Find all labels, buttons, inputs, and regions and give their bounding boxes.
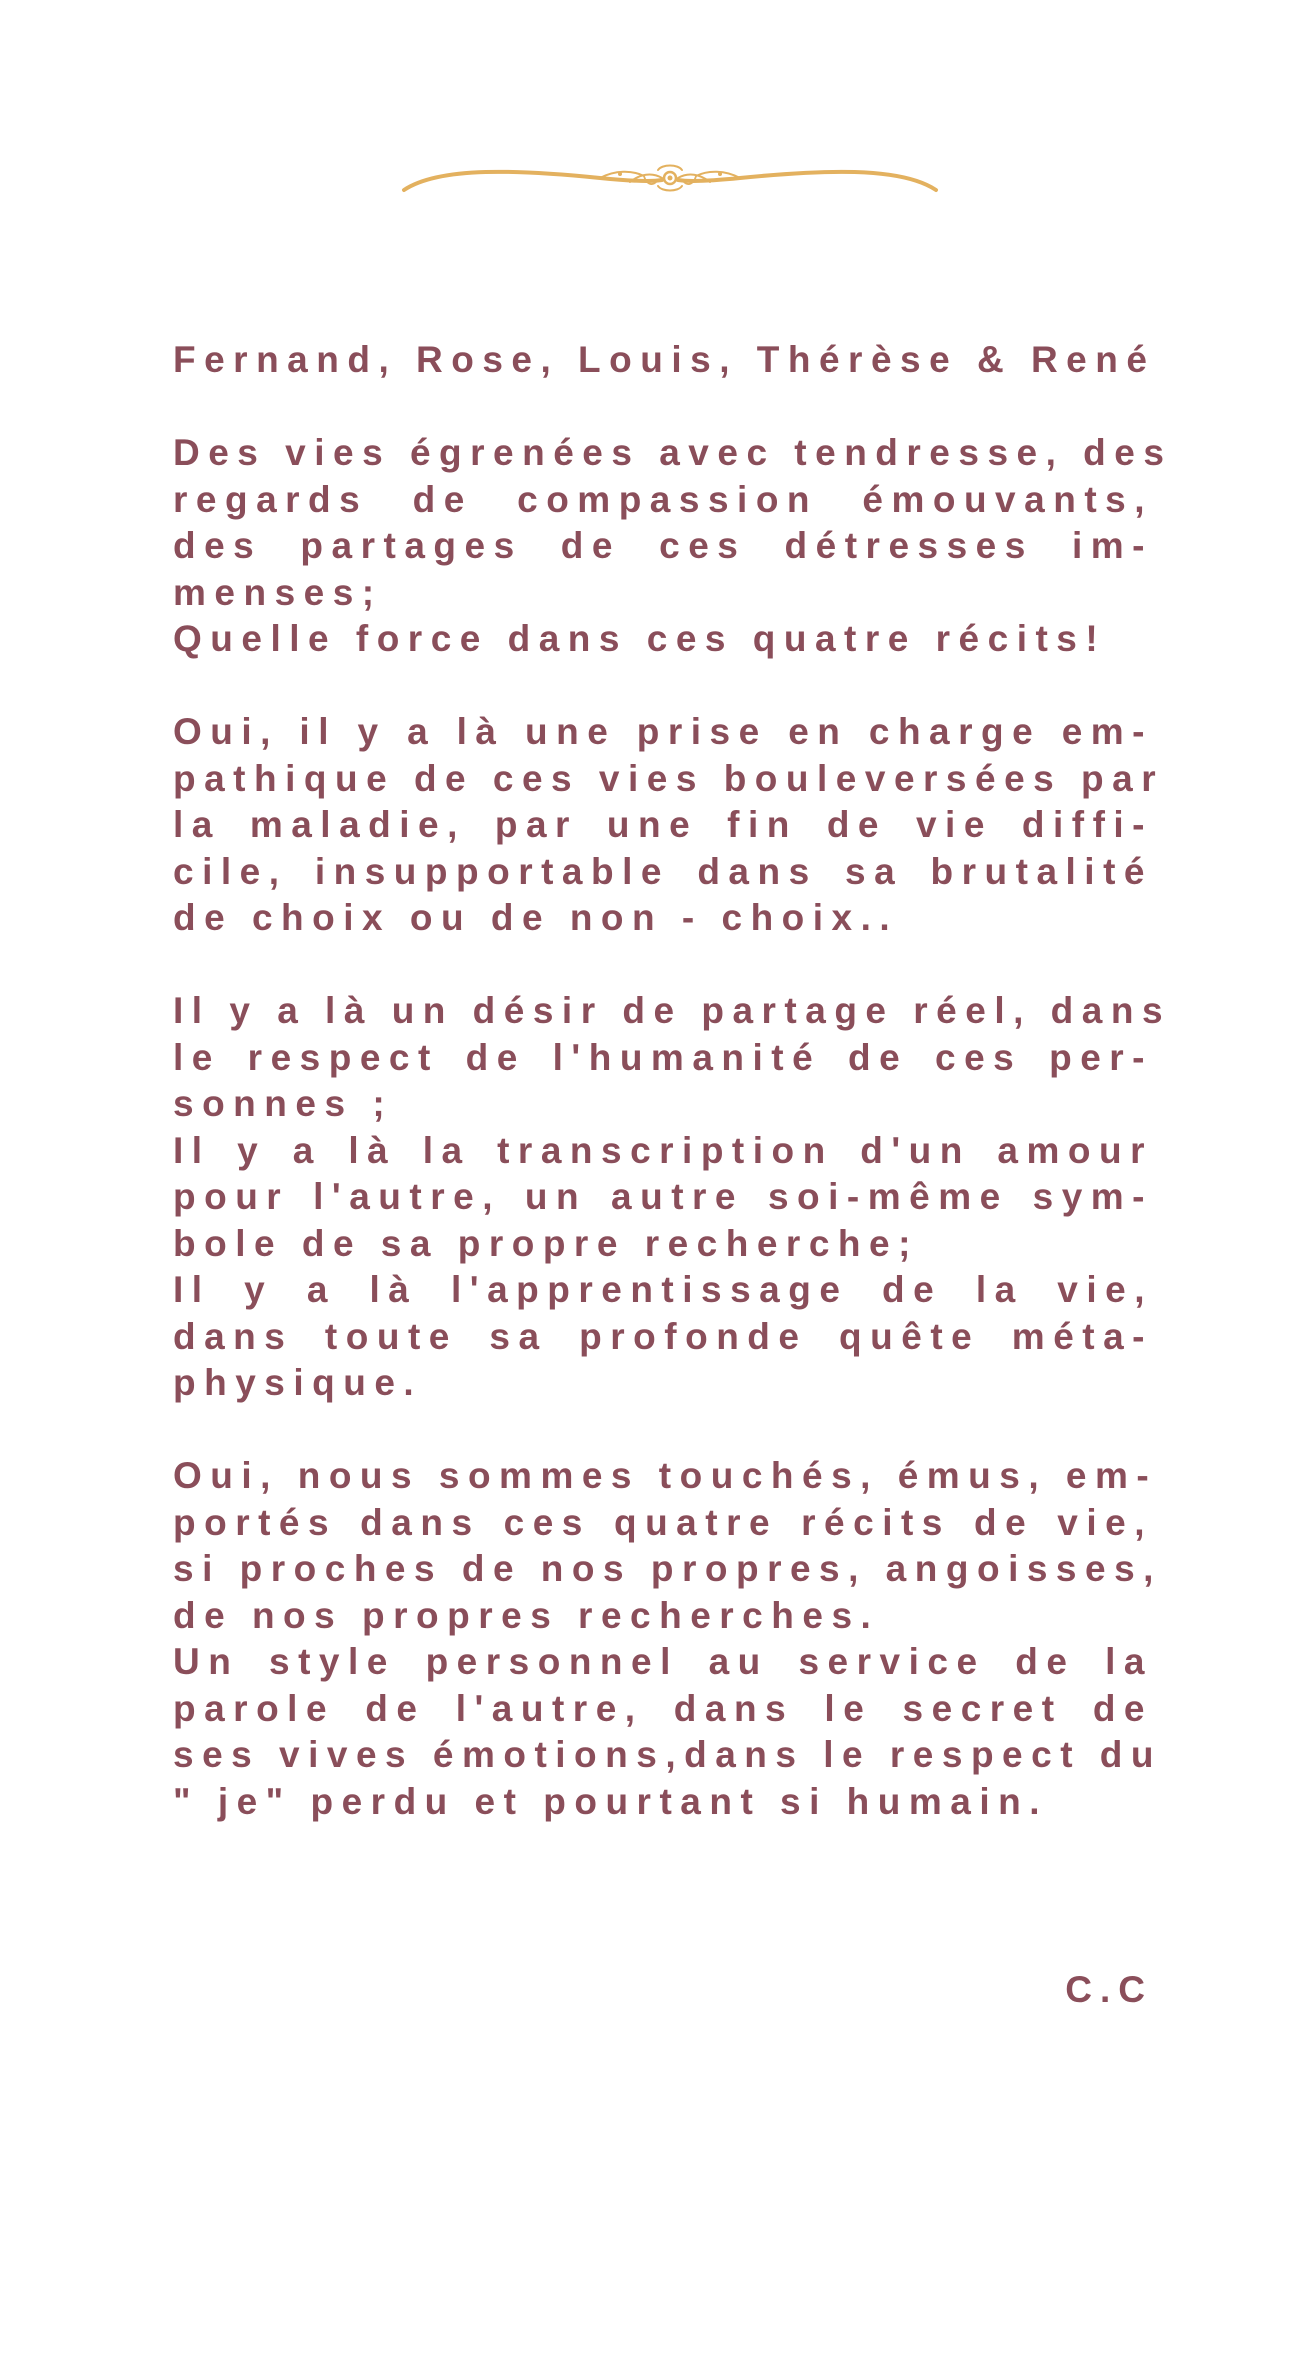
- paragraph-line: Des vies égrenées avec tendresse, des: [173, 432, 1173, 473]
- paragraph-line: dans toute sa profonde quête méta-: [173, 1315, 1153, 1357]
- paragraph-line: Il y a là un désir de partage réel, dans: [173, 990, 1172, 1031]
- text-block: [173, 337, 1173, 1872]
- paragraph-line: portés dans ces quatre récits de vie,: [173, 1501, 1153, 1543]
- paragraph-line: Oui, nous sommes touchés, émus, em-: [173, 1455, 1158, 1496]
- title: Fernand, Rose, Louis, Thérèse & René: [173, 339, 1156, 380]
- signature: C.C: [1065, 1969, 1153, 2010]
- paragraph-2: [173, 709, 1165, 942]
- paragraph-line: Il y a là l'apprentissage de la vie,: [173, 1269, 1153, 1310]
- paragraph-1: [173, 430, 1173, 663]
- paragraph-line: Quelle force dans ces quatre récits!: [173, 618, 1107, 659]
- paragraph-line: " je" perdu et pourtant si humain.: [173, 1780, 1049, 1822]
- paragraph-line: de nos propres recherches.: [173, 1594, 880, 1636]
- paragraph-line: regards de compassion émouvants,: [173, 478, 1153, 520]
- paragraph-line: ses vives émotions,dans le respect du: [173, 1734, 1163, 1775]
- paragraph-line: Un style personnel au service de la: [173, 1641, 1153, 1682]
- paragraph-line: le respect de l'humanité de ces per-: [173, 1036, 1153, 1078]
- paragraph-line: parole de l'autre, dans le secret de: [173, 1687, 1153, 1729]
- paragraph-line: sonnes ;: [173, 1083, 394, 1124]
- flourish-divider-icon: [400, 160, 940, 200]
- paragraph-line: de choix ou de non - choix..: [173, 897, 899, 938]
- paragraph-line: des partages de ces détresses im-: [173, 525, 1153, 566]
- paragraph-line: Oui, il y a là une prise en charge em-: [173, 711, 1153, 752]
- paragraph-line: menses;: [173, 571, 383, 613]
- paragraph-line: pour l'autre, un autre soi-même sym-: [173, 1176, 1153, 1217]
- paragraph-line: bole de sa propre recherche;: [173, 1222, 919, 1264]
- paragraph-line: la maladie, par une fin de vie diffi-: [173, 804, 1153, 845]
- paragraph-line: Il y a là la transcription d'un amour: [173, 1129, 1153, 1171]
- paragraph-3: [173, 988, 1172, 1407]
- paragraph-line: physique.: [173, 1362, 423, 1403]
- paragraph-line: cile, insupportable dans sa brutalité: [173, 850, 1153, 892]
- paragraph-line: pathique de ces vies bouleversées par: [173, 757, 1165, 799]
- paragraph-4: [173, 1453, 1163, 1825]
- paragraph-line: si proches de nos propres, angoisses,: [173, 1548, 1162, 1589]
